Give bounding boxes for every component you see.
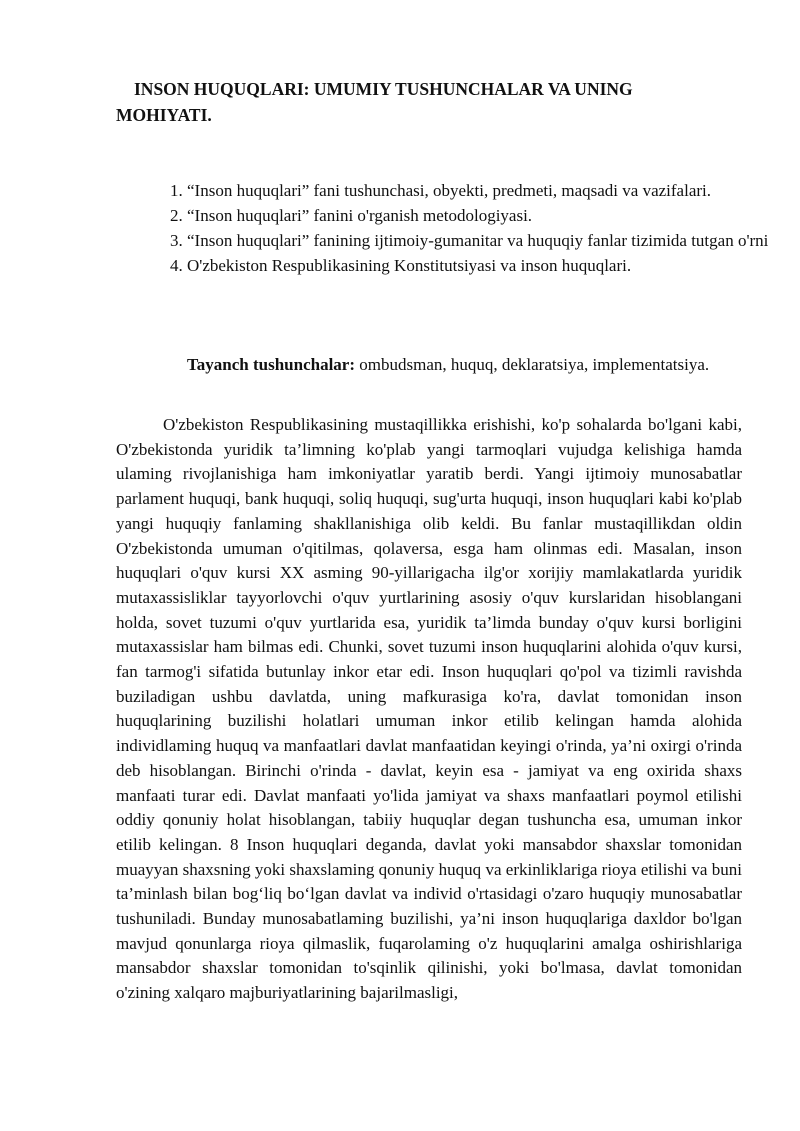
keywords-label: Tayanch tushunchalar: — [187, 355, 356, 374]
list-item: 4. O'zbekiston Respublikasining Konstitutsiyasi va inson huquqlari. — [187, 253, 789, 278]
page-title: INSON HUQUQLARI: UMUMIY TUSHUNCHALAR VA UNING MOHIYATI. — [116, 79, 633, 125]
list-item: 1. “Inson huquqlari” fani tushunchasi, obyekti, predmeti, maqsadi va vazifalari. — [187, 178, 789, 203]
keywords-line — [187, 352, 742, 377]
topics-list — [140, 178, 789, 278]
list-item: 3. “Inson huquqlari” fanining ijtimoiy-gumanitar va huquqiy fanlar tizimida tutgan o'rni — [187, 228, 789, 253]
list-item: 2. “Inson huquqlari” fanini o'rganish metodologiyasi. — [187, 203, 789, 228]
keywords-text: ombudsman, huquq, deklaratsiya, implementatsiya. — [355, 355, 710, 374]
body-paragraph: O'zbekiston Respublikasining mustaqillikka erishishi, ko'p sohalarda bo'lgani kabi, O'zbekistonda yuridik ta’limning ko'plab yangi tarmoqlari vujudga kelishiga hamda ulaming rivojlanishiga ham imkoniyatlar yaratib berdi. Yangi ijtimoiy munosabatlar parlament huquqi, bank huquqi, soliq huquqi, sug'urta huquqi, inson huquqlari kabi ko'plab yangi huquqiy fanlaming shakllanishiga olib keldi. Bu fanlar mustaqillikdan oldin O'zbekistonda umuman o'qitilmas, qolaversa, esga ham olinmas edi. Masalan, inson huquqlari o'quv kursi XX asming 90-yillarigacha ilg'or xorijiy mamlakatlarda yuridik mutaxassisliklar tayyorlovchi o'quv yurtlarining asosiy o'quv kurslaridan hisoblangani holda, sovet tuzumi o'quv yurtlarida esa, yuridik ta’limda bunday o'quv kursi borligini mutaxassislar ham bilmas edi. Chunki, sovet tuzumi inson huquqlarini alohida o'quv kursi, fan tarmog'i sifatida butunlay inkor etar edi. Inson huquqlari qo'pol va tizimli ravishda buziladigan ushbu davlatda, uning mafkurasiga ko'ra, davlat tomonidan inson huquqlarining buzilishi holatlari umuman inkor etilib kelingan hamda alohida individlaming huquq va manfaatlari davlat manfaatidan keyingi o'rinda, ya’ni oxirgi o'rinda deb hisoblangan. Birinchi o'rinda - davlat, keyin esa - jamiyat va eng oxirida shaxs manfaati turar edi. Davlat manfaati yo'lida jamiyat va shaxs manfaatlari poymol etilishi oddiy qonuniy holat hisoblangan, tabiiy huquqlar degan tushuncha esa, umuman inkor etilib kelingan. 8 Inson huquqlari deganda, davlat yoki mansabdor shaxslar tomonidan muayyan shaxsning yoki shaxslaming qonuniy huquq va erkinliklariga rioya etilishi va buni ta’minlash bilan bog‘liq bo‘lgan davlat va individ o'rtasidagi o'zaro huquqiy munosabatlar tushuniladi. Bunday munosabatlaming buzilishi, ya’ni inson huquqlariga daxldor bo'lgan mavjud qonunlarga rioya qilmaslik, fuqarolaming o'z huquqlarini amalga oshirishlariga mansabdor shaxslar tomonidan to'sqinlik qilinishi, yoki bo'lmasa, davlat tomonidan o'zining xalqaro majburiyatlarining bajarilmasligi, — [116, 415, 742, 1003]
